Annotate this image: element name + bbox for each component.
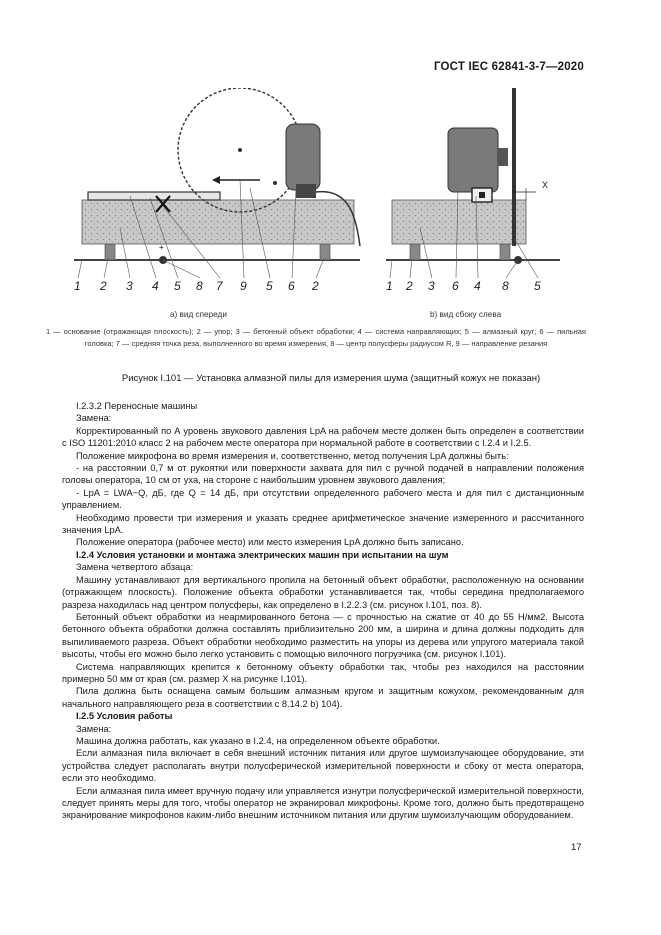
front-label-5: 5 <box>174 279 181 293</box>
dimension-x-label: X <box>542 180 549 190</box>
side-blade <box>512 88 516 246</box>
front-label-3: 3 <box>126 279 133 293</box>
replacement-note: Замена четвертого абзаца: <box>76 562 194 573</box>
body-text <box>62 400 584 822</box>
side-label-1: 1 <box>386 279 393 293</box>
section-heading: I.2.5 Условия работы <box>76 711 173 722</box>
front-view <box>74 88 360 293</box>
paragraph: Машину устанавливают для вертикального пропила на бетонный объект обработки, расположенную на основании (отражающем плоскость). Положение объекта обработки устанавливается так, чтобы середина предполагаемого разреза находилась над центром полусферы, как определено в I.2.2.3 (см. рисунок I.101, поз. 8). <box>62 574 584 610</box>
guide-rail <box>88 192 220 200</box>
paragraph: - на расстоянии 0,7 м от рукоятки или поверхности захвата для пил с ручной подачей в направлении положения головы оператора, 10 см от уха, на стороне с наибольшим уровнем звукового давления; <box>62 463 584 486</box>
side-label-5: 5 <box>534 279 541 293</box>
side-label-8: 8 <box>502 279 509 293</box>
paragraph: Необходимо провести три измерения и указать среднее арифметическое значение измеренного и рассчитанного значения LpA. <box>62 512 584 536</box>
side-label-6: 6 <box>452 279 459 293</box>
paragraph: Положение оператора (рабочее место) или место измерения LpA должно быть записано. <box>76 537 464 548</box>
side-view <box>386 88 560 293</box>
paragraph: Бетонный объект обработки из неармированного бетона — с прочностью на сжатие от 40 до 55 Н/мм2. Высота бетонного объекта обработки должна составлять приблизительно 200 мм, а ширина и длина должны подходить для выпиливаемого разреза. Объект обработки необходимо разместить на упоры из дерева или упругого материала такой высоты, чтобы его можно было легко установить с помощью вилочного погрузчика (см. рисунок I.101). <box>62 611 584 660</box>
side-label-4: 4 <box>474 279 481 293</box>
side-label-2: 2 <box>406 279 413 293</box>
side-view-caption: b) вид сбоку слева <box>430 310 502 319</box>
paragraph: Корректированный по А уровень звукового давления LpA на рабочем месте должен быть определен в соответствии с ISO 11201:2010 класс 2 на рабочем месте оператора при нормальной работе в соответствии с I.2.4 и I.2.5. <box>62 425 584 449</box>
svg-text:+: + <box>159 243 164 252</box>
figure-drawing <box>60 88 605 328</box>
saw-head <box>286 124 320 190</box>
section-heading: I.2.4 Условия установки и монтажа электрических машин при испытании на шум <box>76 549 449 560</box>
paragraph: Положение микрофона во время измерения и, соответственно, метод получения LpA должны быть: <box>76 450 509 461</box>
side-saw-head <box>448 128 498 192</box>
paragraph: Машина должна работать, как указано в I.2.4, на определенном объекте обработки. <box>76 735 440 746</box>
paragraph: Пила должна быть оснащена самым большим алмазным кругом и защитным кожухом, рекомендованным для начального направляющего реза в соответствии с 8.14.2 b) 104). <box>62 686 584 709</box>
paragraph: Если алмазная пила имеет вручную подачу или управляется изнутри полусферической измерительной поверхности, следует принять меры для того, чтобы оператор не экранировал микрофоны. Кроме того, должно быть предотвращено экранирование микрофонов каким-либо внешним источником питания или другим шумоизлучающим оборудованием. <box>62 785 584 821</box>
page-number: 17 <box>571 842 582 853</box>
side-label-3: 3 <box>428 279 435 293</box>
front-view-caption: а) вид спереди <box>170 310 227 319</box>
side-support-left <box>410 244 420 260</box>
replacement-note: Замена: <box>76 413 112 424</box>
front-label-1: 1 <box>74 279 81 293</box>
figure-title: Рисунок I.101 — Установка алмазной пилы для измерения шума (защитный кожух не показан) <box>121 373 541 384</box>
arrow-head <box>212 176 220 184</box>
support-right <box>320 244 330 260</box>
saw-carriage <box>296 184 316 198</box>
paragraph: - LpA = LWA−Q, дБ, где Q = 14 дБ, при отсутствии определенного рабочего места и для пил с дистанционным управлением. <box>62 487 584 511</box>
document-header: ГОСТ IEC 62841-3-7—2020 <box>433 61 584 73</box>
section-heading: I.2.3.2 Переносные машины <box>76 401 198 411</box>
front-label-4: 4 <box>152 279 159 293</box>
replacement-note: Замена: <box>76 723 112 734</box>
front-label-9: 9 <box>240 279 247 293</box>
paragraph: Система направляющих крепится к бетонному объекту обработки так, чтобы рез находился на расстоянии примерно 50 мм от края (см. размер X на рисунке I.101). <box>62 661 584 684</box>
paragraph: Если алмазная пила включает в себя внешний источник питания или другое шумоизлучающее оборудование, эти устройства следует располагать внутри полусферической измерительной поверхности и сбоку от места оператора, если это необходимо. <box>62 748 584 784</box>
concrete-block <box>82 200 354 244</box>
front-label-2: 2 <box>100 279 107 293</box>
side-support-right <box>500 244 510 260</box>
side-concrete-block <box>392 200 526 244</box>
front-label-5b: 5 <box>266 279 273 293</box>
blade-mark <box>273 181 277 185</box>
front-label-7: 7 <box>216 279 223 293</box>
support-left <box>105 244 115 260</box>
front-label-2b: 2 <box>312 279 319 293</box>
front-label-6: 6 <box>288 279 295 293</box>
front-label-8: 8 <box>196 279 203 293</box>
figure-diamond-saw-setup <box>60 88 605 328</box>
figure-legend: 1 — основание (отражающая плоскость); 2 — упор; 3 — бетонный объект обработки; 4 — система направляющих; 5 — алмазный круг; 6 — пильная головка; 7 — средняя точка реза, выполненного во время измерения, 8 — центр полусферы радиусом R, 9 — направление резания <box>46 327 586 348</box>
blade-center <box>238 148 242 152</box>
